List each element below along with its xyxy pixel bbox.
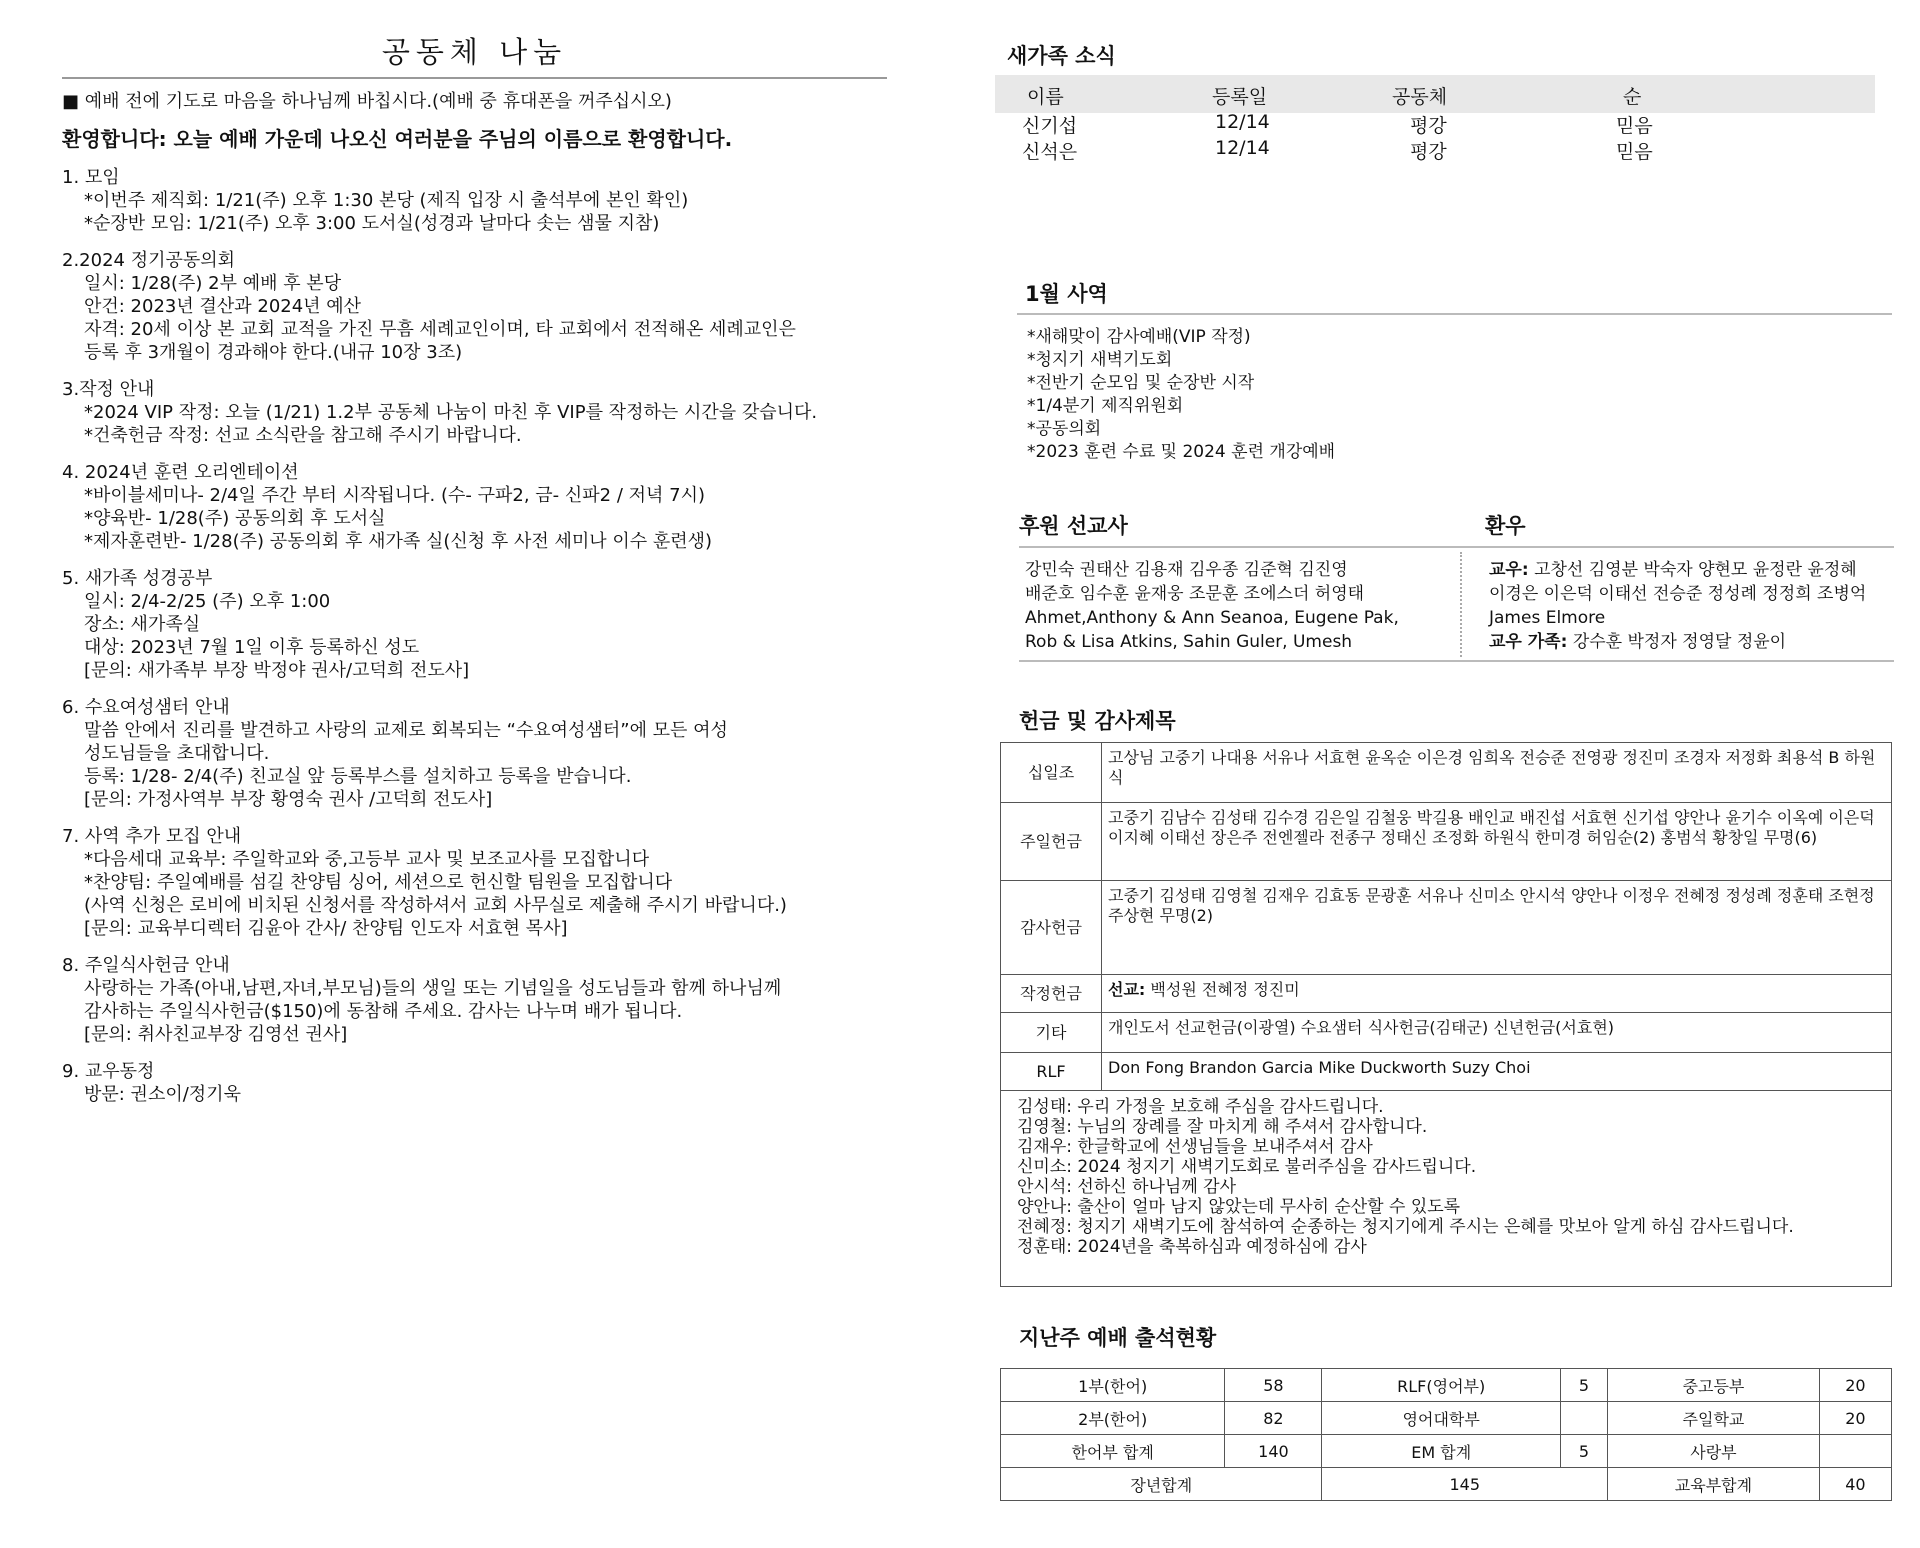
divider	[1017, 313, 1892, 315]
january-list	[1027, 326, 1335, 464]
section-line: (사역 신청은 로비에 비치된 신청서를 작성하셔서 교회 사무실로 제출해 주시기 바랍니다.)	[84, 895, 787, 916]
table-row	[1001, 881, 1892, 975]
table-cell	[1560, 1402, 1607, 1435]
row-label: 기타	[1001, 1013, 1102, 1053]
offerings-table	[1000, 742, 1892, 1287]
note-line: 김영철: 누님의 장례를 잘 마치게 해 주셔서 감사합니다.	[1017, 1117, 1428, 1137]
section-title: 6. 수요여성샘터 안내	[62, 697, 230, 718]
attendance-table	[1000, 1368, 1892, 1501]
section-line: *제자훈련반- 1/28(주) 공동의회 후 새가족 실(신청 후 사전 세미나 이수 훈련생)	[84, 531, 713, 552]
section-line: 방문: 권소이/정기욱	[84, 1084, 241, 1105]
list-item: *새해맞이 감사예배(VIP 작정)	[1027, 327, 1251, 347]
list-item: Ahmet,Anthony & Ann Seanoa, Eugene Pak,	[1025, 608, 1399, 628]
section-title: 7. 사역 추가 모집 안내	[62, 826, 242, 847]
section-womens-gathering	[62, 696, 912, 811]
table-row	[1001, 1468, 1892, 1501]
list-item: *청지기 새벽기도회	[1027, 350, 1173, 370]
section-ministry-recruit	[62, 825, 912, 940]
row-names: 고상님 고중기 나대용 서유나 서효현 윤옥순 이은경 임희옥 전승준 전영광 정진미 조경자 저정화 최용석 B 하원식	[1102, 743, 1892, 803]
row-names: 개인도서 선교헌금(이광열) 수요샘터 식사헌금(김태군) 신년헌금(서효현)	[1102, 1013, 1892, 1053]
table-cell: 40	[1819, 1468, 1891, 1501]
table-cell: EM 합계	[1322, 1435, 1560, 1468]
section-line: [문의: 취사친교부장 김영선 권사]	[84, 1024, 348, 1045]
note-line: 신미소: 2024 청지기 새벽기도회로 불러주심을 감사드립니다.	[1017, 1157, 1477, 1177]
attendance-title: 지난주 예배 출석현황	[1019, 1326, 1217, 1350]
cell-date: 12/14	[1215, 111, 1270, 133]
offerings-title: 헌금 및 감사제목	[1019, 709, 1176, 733]
family-label: 교우 가족:	[1489, 632, 1568, 652]
section-line: 장소: 새가족실	[84, 614, 201, 635]
table-row	[1001, 743, 1892, 803]
list-item: Rob & Lisa Atkins, Sahin Guler, Umesh	[1025, 632, 1353, 652]
section-line: *바이블세미나- 2/4일 주간 부터 시작됩니다. (수- 구파2, 금- 신파2 / 저녁 7시)	[84, 485, 705, 506]
header-group: 순	[1623, 86, 1642, 108]
section-newcomer-study	[62, 567, 912, 682]
list-item: 강민숙 권태산 김용재 김우종 김준혁 김진영	[1025, 560, 1348, 580]
table-row	[1001, 803, 1892, 881]
table-cell: 58	[1225, 1369, 1322, 1402]
cell-group: 믿음	[1616, 141, 1653, 163]
section-title: 3.작정 안내	[62, 379, 155, 400]
note-line: 안시석: 선하신 하나님께 감사	[1017, 1177, 1237, 1197]
section-title: 2.2024 정기공동의회	[62, 250, 236, 271]
section-title: 4. 2024년 훈련 오리엔테이션	[62, 462, 299, 483]
section-line: 일시: 1/28(주) 2부 예배 후 본당	[84, 273, 342, 294]
section-title: 1. 모임	[62, 167, 120, 188]
missionaries-list	[1025, 558, 1425, 654]
section-congregational-meeting	[62, 249, 912, 364]
section-line: 말씀 안에서 진리를 발견하고 사랑의 교제로 회복되는 “수요여성샘터”에 모든 여성	[84, 720, 728, 741]
divider	[1019, 546, 1894, 548]
table-cell: RLF(영어부)	[1322, 1369, 1560, 1402]
table-cell: 중고등부	[1608, 1369, 1820, 1402]
header-community: 공동체	[1392, 86, 1448, 108]
mission-names: 백성원 전혜정 정진미	[1150, 980, 1300, 999]
dotted-divider	[1460, 552, 1462, 657]
section-member-news	[62, 1060, 912, 1106]
list-item	[1489, 630, 1909, 654]
table-cell: 장년합계	[1001, 1468, 1322, 1501]
table-cell: 주일학교	[1608, 1402, 1820, 1435]
table-row	[1001, 1369, 1892, 1402]
section-line: *다음세대 교육부: 주일학교와 중,고등부 교사 및 보조교사를 모집합니다	[84, 849, 650, 870]
list-item	[1489, 558, 1909, 582]
row-label: 주일헌금	[1001, 803, 1102, 881]
january-title: 1월 사역	[1025, 282, 1108, 306]
section-line: *양육반- 1/28(주) 공동의회 후 도서실	[84, 508, 386, 529]
row-names	[1102, 975, 1892, 1013]
family-names: 강수훈 박정자 정영달 정윤이	[1572, 632, 1787, 652]
cell-group: 믿음	[1616, 115, 1653, 137]
header-name: 이름	[1027, 86, 1064, 108]
patients-title: 환우	[1485, 514, 1526, 538]
section-line: [문의: 새가족부 부장 박정야 권사/고덕희 전도사]	[84, 660, 470, 681]
section-title: 5. 새가족 성경공부	[62, 568, 213, 589]
table-cell: 한어부 합계	[1001, 1435, 1225, 1468]
table-cell: 영어대학부	[1322, 1402, 1560, 1435]
member-names: 고창선 김영분 박숙자 양현모 윤정란 윤정혜	[1534, 560, 1857, 580]
row-label: RLF	[1001, 1053, 1102, 1091]
table-cell: 82	[1225, 1402, 1322, 1435]
section-line: [문의: 가정사역부 부장 황영숙 권사 /고덕희 전도사]	[84, 789, 493, 810]
table-cell: 20	[1819, 1402, 1891, 1435]
page-title: 공동체 나눔	[62, 30, 887, 79]
section-line: 사랑하는 가족(아내,남편,자녀,부모님)들의 생일 또는 기념일을 성도님들과 함께 하나님께	[84, 978, 782, 999]
row-label: 십일조	[1001, 743, 1102, 803]
table-cell: 사랑부	[1608, 1435, 1820, 1468]
missionaries-title: 후원 선교사	[1019, 514, 1128, 538]
note-line: 정훈태: 2024년을 축복하심과 예정하심에 감사	[1017, 1237, 1367, 1257]
list-item: *전반기 순모임 및 순장반 시작	[1027, 373, 1255, 393]
section-line: 자격: 20세 이상 본 교회 교적을 가진 무흠 세례교인이며, 타 교회에서 전적해온 세례교인은	[84, 319, 796, 340]
section-line: *이번주 제직회: 1/21(주) 오후 1:30 본당 (제직 입장 시 출석부에 본인 확인)	[84, 190, 689, 211]
section-title: 8. 주일식사헌금 안내	[62, 955, 230, 976]
patients-list	[1489, 558, 1909, 654]
table-cell: 145	[1322, 1468, 1608, 1501]
section-line: *2024 VIP 작정: 오늘 (1/21) 1.2부 공동체 나눔이 마친 후 VIP를 작정하는 시간을 갖습니다.	[84, 402, 818, 423]
row-label: 작정헌금	[1001, 975, 1102, 1013]
list-item: *1/4분기 제직위원회	[1027, 396, 1184, 416]
note-line: 김재우: 한글학교에 선생님들을 보내주셔서 감사	[1017, 1137, 1373, 1157]
row-names: 고중기 김성태 김영철 김재우 김효동 문광훈 서유나 신미소 안시석 양안나 이정우 전혜정 정성례 정훈태 조현정 주상현 무명(2)	[1102, 881, 1892, 975]
left-column	[62, 30, 912, 1106]
cell-date: 12/14	[1215, 137, 1270, 159]
row-label: 감사헌금	[1001, 881, 1102, 975]
section-gathering	[62, 166, 912, 235]
section-line: 안건: 2023년 결산과 2024년 예산	[84, 296, 362, 317]
section-line: 대상: 2023년 7월 1일 이후 등록하신 성도	[84, 637, 420, 658]
member-label: 교우:	[1489, 560, 1529, 580]
header-date: 등록일	[1212, 86, 1268, 108]
note-line: 양안나: 출산이 얼마 남지 않았는데 무사히 순산할 수 있도록	[1017, 1197, 1461, 1217]
list-item: *공동의회	[1027, 419, 1102, 439]
section-meal-offering	[62, 954, 912, 1046]
row-names: 고중기 김남수 김성태 김수경 김은일 김철웅 박길용 배인교 배진섭 서효현 신기섭 양안나 윤기수 이옥예 이은덕 이지혜 이태선 장은주 전엔젤라 전종구 정태신 조정화 하원식 한미경 허임순(2) 홍범석 황창일 무명(6)	[1102, 803, 1892, 881]
table-row	[1001, 1435, 1892, 1468]
cell-name: 신석은	[1022, 141, 1078, 163]
table-row	[1001, 1053, 1892, 1091]
note-line: 김성태: 우리 가정을 보호해 주심을 감사드립니다.	[1017, 1097, 1384, 1117]
section-title: 9. 교우동정	[62, 1061, 155, 1082]
section-line: *찬양팀: 주일예배를 섬길 찬양팀 싱어, 세션으로 헌신할 팀원을 모집합니다	[84, 872, 673, 893]
note-line: 전혜정: 청지기 새벽기도에 참석하여 순종하는 청지기에게 주시는 은혜를 맛보아 알게 하심 감사드립니다.	[1017, 1217, 1794, 1237]
section-line: 등록: 1/28- 2/4(주) 친교실 앞 등록부스를 설치하고 등록을 받습니다.	[84, 766, 632, 787]
cell-community: 평강	[1410, 141, 1447, 163]
new-family-title: 새가족 소식	[1007, 44, 1116, 68]
table-cell	[1819, 1435, 1891, 1468]
row-names: Don Fong Brandon Garcia Mike Duckworth Suzy Choi	[1102, 1053, 1892, 1091]
section-line: *건축헌금 작정: 선교 소식란을 참고해 주시기 바랍니다.	[84, 425, 522, 446]
table-cell: 2부(한어)	[1001, 1402, 1225, 1435]
section-line: [문의: 교육부디렉터 김윤아 간사/ 찬양팀 인도자 서효현 목사]	[84, 918, 568, 939]
table-row	[1001, 1091, 1892, 1287]
section-line: *순장반 모임: 1/21(주) 오후 3:00 도서실(성경과 날마다 솟는 샘물 지참)	[84, 213, 660, 234]
table-cell: 20	[1819, 1369, 1891, 1402]
table-cell: 5	[1560, 1435, 1607, 1468]
welcome-message: 환영합니다: 오늘 예배 가운데 나오신 여러분을 주님의 이름으로 환영합니다.	[62, 127, 733, 151]
section-line: 일시: 2/4-2/25 (주) 오후 1:00	[84, 591, 331, 612]
cell-name: 신기섭	[1022, 115, 1078, 137]
table-cell: 교육부합계	[1608, 1468, 1820, 1501]
list-item: *2023 훈련 수료 및 2024 훈련 개강예배	[1027, 442, 1336, 462]
table-cell: 5	[1560, 1369, 1607, 1402]
divider	[1019, 660, 1894, 662]
section-pledge	[62, 378, 912, 447]
table-cell: 1부(한어)	[1001, 1369, 1225, 1402]
section-line: 감사하는 주일식사헌금($150)에 동참해 주세요. 감사는 나누며 배가 됩니다.	[84, 1001, 683, 1022]
thanks-notes	[1001, 1091, 1892, 1287]
section-line: 등록 후 3개월이 경과해야 한다.(내규 10장 3조)	[84, 342, 463, 363]
list-item: James Elmore	[1489, 608, 1606, 628]
table-row	[1001, 975, 1892, 1013]
table-cell: 140	[1225, 1435, 1322, 1468]
section-training	[62, 461, 912, 553]
table-row	[1001, 1013, 1892, 1053]
list-item: 이경은 이은덕 이태선 전승준 정성례 정정희 조병억	[1489, 584, 1867, 604]
cell-community: 평강	[1410, 115, 1447, 137]
mission-label: 선교:	[1108, 980, 1146, 999]
table-row	[1001, 1402, 1892, 1435]
section-line: 성도님들을 초대합니다.	[84, 743, 270, 764]
list-item: 배준호 임수훈 윤재웅 조문훈 조에스더 허영태	[1025, 584, 1365, 604]
prayer-notice: ■ 예배 전에 기도로 마음을 하나님께 바칩시다.(예배 중 휴대폰을 꺼주십시오)	[62, 91, 672, 112]
